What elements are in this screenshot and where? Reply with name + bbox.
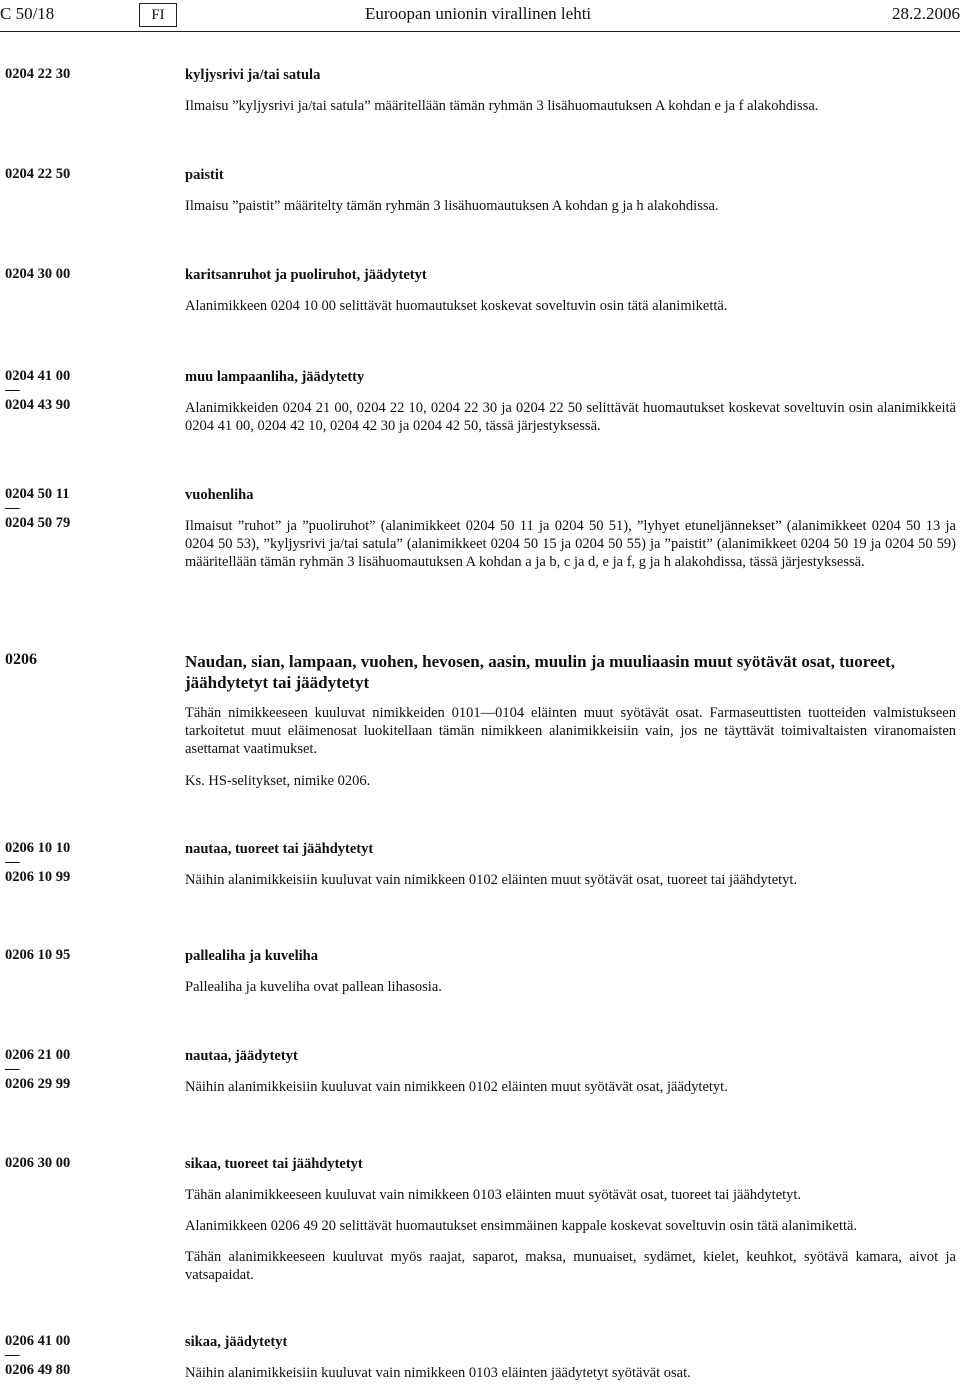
entry-paragraph: Ilmaisu ”paistit” määritelty tämän ryhmän 3 lisähuomautuksen A kohdan g ja h alakohdissa. [185, 198, 719, 214]
range-dash: — [5, 1061, 20, 1077]
entry-title: pallealiha ja kuveliha [185, 948, 318, 964]
entry-paragraph: Tähän alanimikkeeseen kuuluvat vain nimikkeen 0103 eläinten muut syötävät osat, tuoreet tai jäähdytetyt. [185, 1187, 802, 1203]
entry-title: karitsanruhot ja puoliruhot, jäädytetyt [185, 267, 427, 283]
entry-content [185, 166, 956, 215]
entry-code-range [5, 486, 175, 532]
entry-paragraph: Alanimikkeiden 0204 21 00, 0204 22 10, 0204 22 30 ja 0204 22 50 selittävät huomautukset koskevat soveltuvin osin alanimikkeitä 0204 41 00, 0204 42 10, 0204 42 30 ja 0204 42 50, tässä järjestyksessä. [185, 400, 956, 434]
entry-title: nautaa, tuoreet tai jäähdytetyt [185, 841, 374, 857]
entry-content [185, 651, 956, 790]
entry-title: nautaa, jäädytetyt [185, 1048, 298, 1064]
entry-paragraph: Pallealiha ja kuveliha ovat pallean lihasosia. [185, 979, 442, 995]
code-end: 0204 50 79 [5, 515, 71, 531]
entry-content [185, 1155, 956, 1284]
entry-content [185, 266, 956, 315]
entry-title: vuohenliha [185, 487, 254, 503]
code-start: 0206 41 00 [5, 1333, 71, 1349]
entry-code [5, 66, 175, 83]
entry-code-range [5, 840, 175, 886]
code-start: 0206 10 10 [5, 840, 71, 856]
range-dash: — [5, 382, 20, 398]
entry-title: sikaa, tuoreet tai jäähdytetyt [185, 1156, 363, 1172]
code-start: 0206 30 00 [5, 1155, 71, 1171]
code-start: 0206 10 95 [5, 947, 71, 963]
code-start: 0204 50 11 [5, 486, 70, 502]
range-dash: — [5, 1347, 20, 1363]
publication-date: 28.2.2006 [892, 4, 960, 23]
entry-content [185, 368, 956, 435]
code-end: 0206 10 99 [5, 869, 71, 885]
entry-code-range [5, 1047, 175, 1093]
entry-content [185, 1047, 956, 1096]
entry-code-range [5, 1333, 175, 1379]
heading-title: Naudan, sian, lampaan, vuohen, hevosen, aasin, muulin ja muuliaasin muut syötävät osat, tuoreet, jäähdytetyt tai jäädytetyt [185, 652, 896, 692]
range-dash: — [5, 854, 20, 870]
code-start: 0204 22 50 [5, 166, 71, 182]
code-end: 0206 29 99 [5, 1076, 71, 1092]
entry-title: sikaa, jäädytetyt [185, 1334, 288, 1350]
series-page-number: C 50/18 [0, 4, 55, 23]
language-badge: FI [139, 3, 177, 27]
entry-paragraph: Alanimikkeen 0204 10 00 selittävät huomautukset koskevat soveltuvin osin tätä alanimikettä. [185, 298, 728, 314]
entry-code [5, 166, 175, 183]
code-end: 0204 43 90 [5, 397, 71, 413]
entry-paragraph: Ilmaisut ”ruhot” ja ”puoliruhot” (alanimikkeet 0204 50 11 ja 0204 50 51), ”lyhyet etuneljännekset” (alanimikkeet 0204 50 13 ja 0204 50 53), ”kyljysrivi ja/tai satula” (alanimikkeet 0204 50 15 ja 0204 50 55) ja ”paistit” (alanimikkeet 0204 50 19 ja 0204 50 59) määritellään tämän ryhmän 3 lisähuomautuksen A kohdan a ja b, c ja d, e ja f, g ja h alakohdissa, tässä järjestyksessä. [185, 518, 956, 570]
code-end: 0206 49 80 [5, 1362, 71, 1378]
entry-paragraph: Tähän alanimikkeeseen kuuluvat myös raajat, saparot, maksa, munuaiset, sydämet, kielet, keuhkot, syötävä kamara, aivot ja vatsapaidat. [185, 1249, 956, 1283]
entry-code [5, 1155, 175, 1172]
entry-content [185, 486, 956, 571]
entry-code [5, 947, 175, 964]
entry-content [185, 66, 956, 115]
entry-content [185, 840, 956, 889]
journal-title: Euroopan unionin virallinen lehti [365, 4, 592, 23]
entry-paragraph: Alanimikkeen 0206 49 20 selittävät huomautukset ensimmäinen kappale koskevat soveltuvin osin tätä alanimikettä. [185, 1218, 858, 1234]
entry-paragraph: Ilmaisu ”kyljysrivi ja/tai satula” määritellään tämän ryhmän 3 lisähuomautuksen A kohdan e ja f alakohdissa. [185, 98, 819, 114]
code-start: 0204 41 00 [5, 368, 71, 384]
entry-code [5, 651, 175, 668]
code-start: 0206 21 00 [5, 1047, 71, 1063]
entry-content [185, 1333, 956, 1382]
entry-code-range [5, 368, 175, 414]
entry-content [185, 947, 956, 996]
code-start: 0204 30 00 [5, 266, 71, 282]
entry-code [5, 266, 175, 283]
entry-paragraph: Näihin alanimikkeisiin kuuluvat vain nimikkeen 0103 eläinten jäädytetyt syötävät osat. [185, 1365, 691, 1381]
code-start: 0206 [5, 651, 37, 668]
code-start: 0204 22 30 [5, 66, 71, 82]
range-dash: — [5, 500, 20, 516]
entry-title: kyljysrivi ja/tai satula [185, 67, 321, 83]
entry-title: paistit [185, 167, 224, 183]
entry-title: muu lampaanliha, jäädytetty [185, 369, 365, 385]
entry-paragraph: Näihin alanimikkeisiin kuuluvat vain nimikkeen 0102 eläinten muut syötävät osat, tuoreet tai jäähdytetyt. [185, 872, 798, 888]
page-header [0, 0, 960, 32]
entry-paragraph: Näihin alanimikkeisiin kuuluvat vain nimikkeen 0102 eläinten muut syötävät osat, jäädytetyt. [185, 1079, 728, 1095]
entry-paragraph: Tähän nimikkeeseen kuuluvat nimikkeiden 0101—0104 eläinten muut syötävät osat. Farmaseuttisten tuotteiden valmistukseen tarkoitetut muut eläimenosat luokitellaan tämän nimikkeen alanimikkeisiin vain, jos ne täyttävät toimivaltaisten viranomaisten asettamat vaatimukset. [185, 705, 956, 757]
entry-paragraph: Ks. HS-selitykset, nimike 0206. [185, 773, 371, 789]
